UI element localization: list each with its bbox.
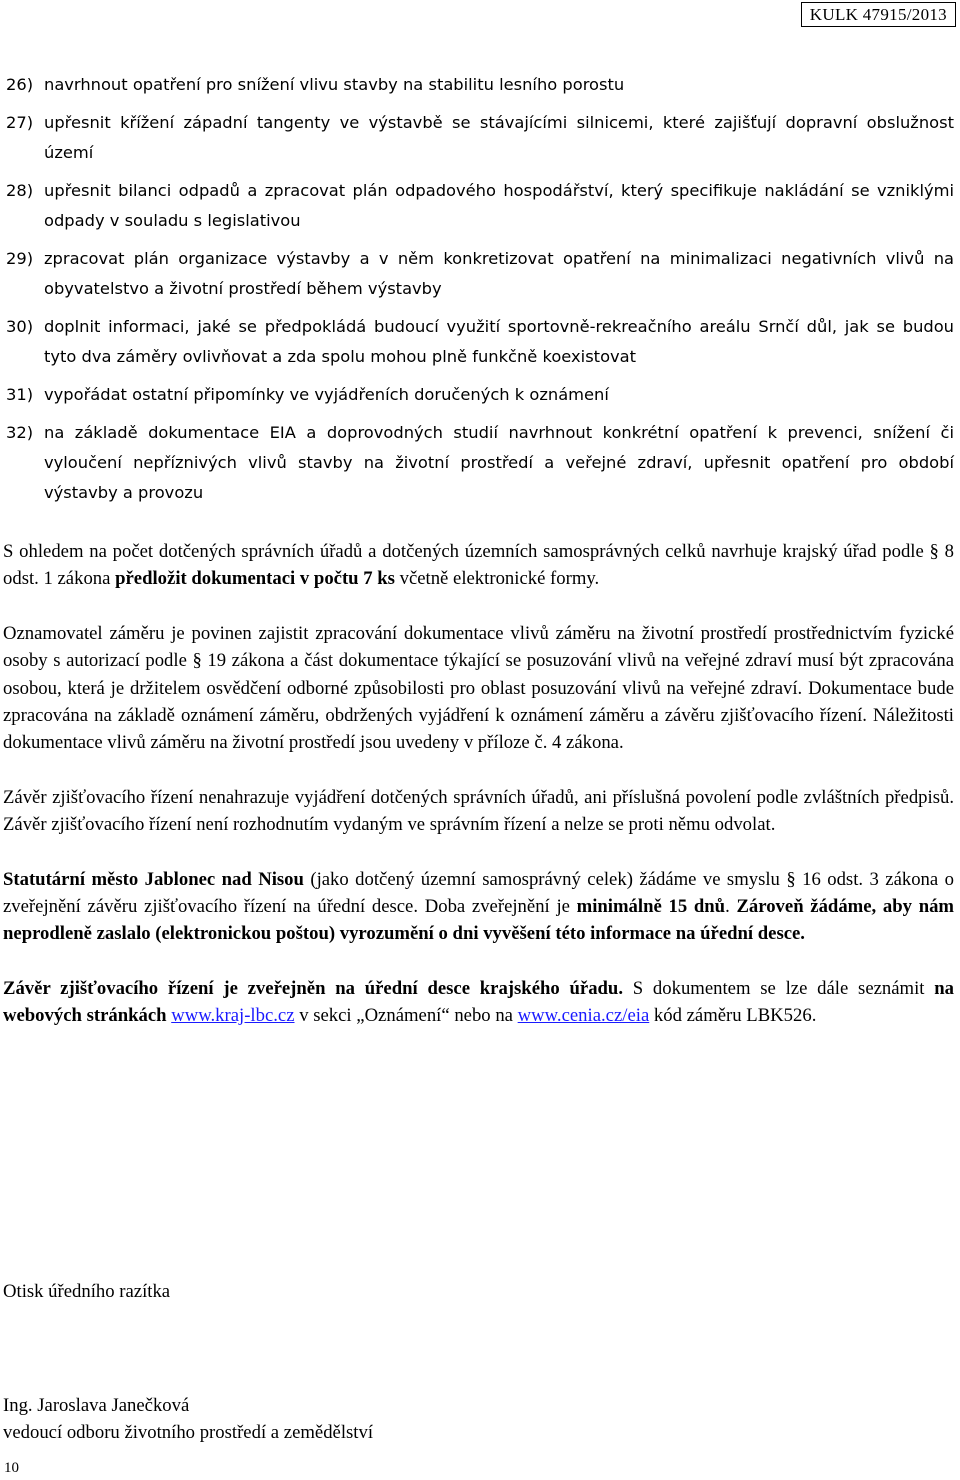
paragraph-documentation-copies — [3, 538, 954, 593]
list-item — [6, 70, 954, 100]
text-run: . — [725, 896, 737, 918]
list-item — [6, 108, 954, 168]
item-text: na základě dokumentace EIA a doprovodných studií navrhnout konkrétní opatření k prevenci, snížení či vyloučení nepříznivých vlivů stavby na životní prostředí a veřejné zdraví, upřesnit opatření pro období výstavby a provozu — [44, 423, 954, 502]
text-run: kód záměru LBK526. — [649, 1005, 817, 1027]
link-cenia[interactable]: www.cenia.cz/eia — [517, 1005, 650, 1027]
item-number: 32) — [6, 423, 34, 442]
link-kraj-lbc[interactable]: www.kraj-lbc.cz — [171, 1005, 295, 1027]
text-run: v sekci „Oznámení“ nebo na — [294, 1005, 518, 1027]
bold-run: Závěr zjišťovacího řízení je zveřejněn na úřední desce krajského úřadu. — [3, 977, 623, 999]
signature-block — [3, 1392, 373, 1446]
item-number: 31) — [6, 385, 34, 404]
item-text: upřesnit křížení západní tangenty ve výstavbě se stávajícími silnicemi, které zajišťují dopravní obslužnost území — [44, 113, 954, 162]
item-number: 27) — [6, 113, 34, 132]
list-item — [6, 244, 954, 304]
paragraph-conclusion-note: Závěr zjišťovacího řízení nenahrazuje vyjádření dotčených správních úřadů, ani příslušná povolení podle zvláštních předpisů. Závěr zjišťovacího řízení není rozhodnutím vydaným ve správním řízení a nelze se proti němu odvolat. — [3, 786, 954, 836]
list-item — [6, 418, 954, 508]
item-number: 28) — [6, 181, 34, 200]
bold-run: na webových stránkách — [3, 977, 954, 1027]
list-item — [6, 380, 954, 410]
paragraph-notifier-obligation: Oznamovatel záměru je povinen zajistit zpracování dokumentace vlivů záměru na životní prostředí prostřednictvím fyzické osoby s autorizací podle § 19 zákona a část dokumentace týkající se posuzování vlivů na veřejné zdraví musí být zpracována osobou, která je držitelem osvědčení odborné způsobilosti pro oblast posuzování vlivů na veřejné zdraví. Dokumentace bude zpracována na základě oznámení záměru, obdržených vyjádření k oznámení záměru a závěru zjišťovacího řízení. Náležitosti dokumentace vlivů záměru na životní prostředí jsou uvedeny v příloze č. 4 zákona. — [3, 622, 954, 754]
body-text — [3, 538, 954, 1057]
item-text: doplnit informaci, jaké se předpokládá budoucí využití sportovně-rekreačního areálu Srnčí důl, jak se budou tyto dva záměry ovlivňovat a zda spolu mohou plně funkčně koexistovat — [44, 317, 954, 366]
signatory-name: Ing. Jaroslava Janečková — [3, 1395, 190, 1416]
item-number: 26) — [6, 75, 34, 94]
list-item — [6, 176, 954, 236]
text-run: včetně elektronické formy. — [394, 568, 600, 590]
signatory-role: vedoucí odboru životního prostředí a zemědělství — [3, 1422, 374, 1443]
requirements-list — [6, 70, 954, 516]
item-text: vypořádat ostatní připomínky ve vyjádřeních doručených k oznámení — [44, 385, 609, 404]
item-number: 29) — [6, 249, 34, 268]
bold-run: Statutární město Jablonec nad Nisou — [3, 868, 304, 890]
bold-run: Zároveň žádáme, aby nám neprodleně zaslalo (elektronickou poštou) vyrozumění o dni vyvěšení této informace na úřední desce. — [3, 896, 955, 945]
item-text: navrhnout opatření pro snížení vlivu stavby na stabilitu lesního porostu — [44, 75, 625, 94]
text-run: S ohledem na počet dotčených správních úřadů a dotčených územních samosprávných celků navrhuje krajský úřad podle § 8 odst. 1 zákona — [3, 541, 954, 590]
text-run: (jako dotčený územní samosprávný celek) žádáme ve smyslu § 16 odst. 3 zákona o zveřejnění závěru zjišťovacího řízení na úřední desce. Doba zveřejnění je — [3, 868, 954, 918]
paragraph-publication-request — [3, 866, 954, 948]
bold-run: minimálně 15 dnů — [576, 896, 726, 918]
item-text: zpracovat plán organizace výstavby a v něm konkretizovat opatření na minimalizaci negativních vlivů na obyvatelstvo a životní prostředí během výstavby — [44, 249, 954, 298]
item-number: 30) — [6, 317, 34, 336]
bold-run: předložit dokumentaci v počtu 7 ks — [115, 568, 395, 590]
stamp-label: Otisk úředního razítka — [3, 1281, 171, 1302]
item-text: upřesnit bilanci odpadů a zpracovat plán odpadového hospodářství, který specifikuje nakládání se vzniklými odpady v souladu s legislativou — [44, 181, 954, 230]
document-reference: KULK 47915/2013 — [801, 2, 956, 27]
text-run: S dokumentem se lze dále seznámit — [623, 977, 935, 999]
paragraph-publication-info — [3, 975, 954, 1030]
page-number: 10 — [4, 1460, 19, 1476]
list-item — [6, 312, 954, 372]
